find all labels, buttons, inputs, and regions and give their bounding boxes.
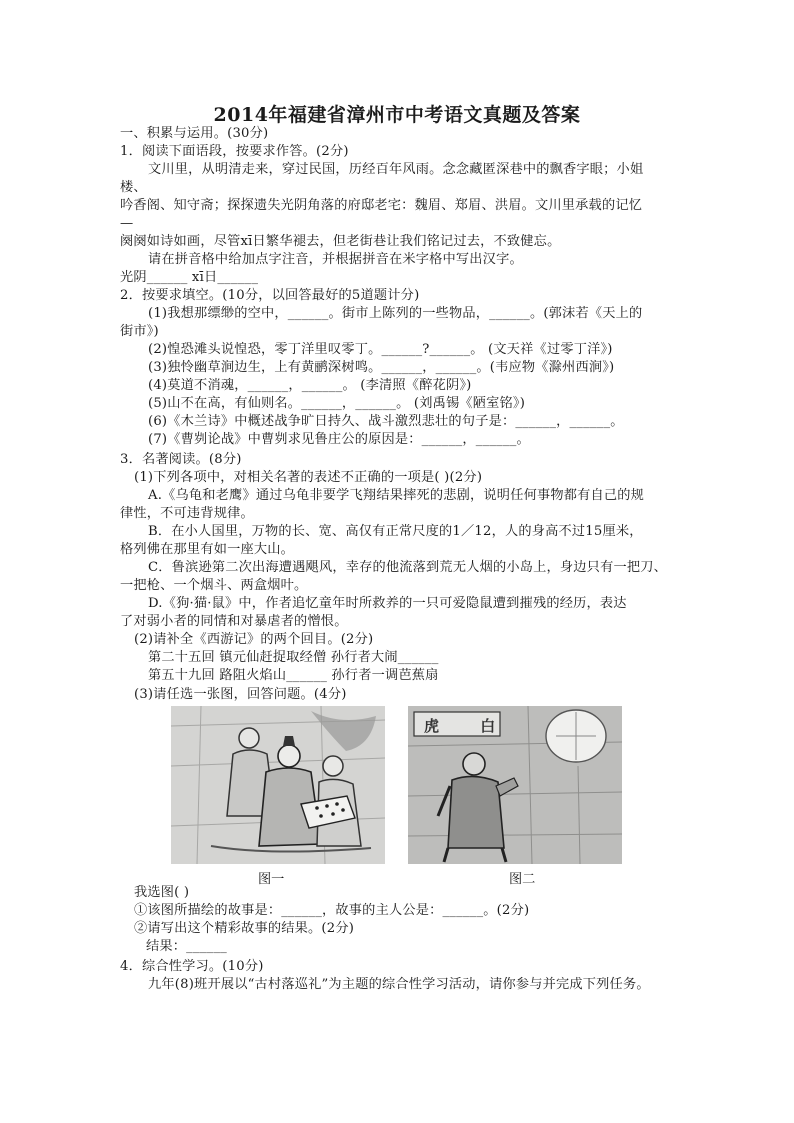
sub-question: ①该图所描绘的故事是：______，故事的主人公是：______。(2分) (134, 903, 530, 918)
option-a-cont: 律性，不可违背规律。 (120, 506, 254, 521)
option-b: B．在小人国里，万物的长、宽、高仅有正常尺度的1／12，人的身高不过15厘米， (148, 524, 643, 539)
fill-item: (4)莫道不消魂，______，______。 (李清照《醉花阴》) (148, 378, 472, 393)
passage-line: 吟香阁、知守斋；探探遗失光阴角落的府邸老宅：魏眉、郑眉、洪眉。文川里承载的记忆 (120, 198, 643, 213)
fill-item: (3)独怜幽草涧边生，上有黄鹂深树鸣。______，______。(韦应物《滁州西涧》) (148, 360, 615, 375)
passage-line: 文川里，从明清走来，穿过民国，历经百年风雨。念念藏匿深巷中的飘香字眼；小姐 (148, 162, 644, 177)
choice-line: 我选图( ) (134, 885, 190, 900)
fill-item: (2)惶恐滩头说惶恐，零丁洋里叹零丁。______?______。 (文天祥《过零丁洋》) (148, 342, 613, 357)
passage-line: — (120, 216, 134, 231)
answer-line: 光阴______ xī日______ (120, 270, 259, 285)
figure-2-banner-text: 虎 白 (424, 717, 514, 735)
option-d-cont: 了对弱小者的同情和对暴虐者的憎恨。 (120, 614, 348, 629)
sub-question: (1)下列各项中，对相关名著的表述不正确的一项是( )(2分) (134, 470, 483, 485)
option-d: D.《狗·猫·鼠》中，作者追忆童年时所救养的一只可爱隐鼠遭到摧残的经历，表达 (148, 596, 627, 611)
fill-item: (1)我想那缥缈的空中，______。街市上陈列的一些物品，______。(郭沫若《天上的 (148, 306, 643, 321)
fill-item: (7)《曹刿论战》中曹刿求见鲁庄公的原因是：______，______。 (148, 432, 530, 447)
figure-1-illustration (171, 706, 385, 864)
option-c-cont: 一把枪、一个烟斗、两盒烟叶。 (120, 578, 308, 593)
chapter-title: 第五十九回 路阻火焰山______ 孙行者一调芭蕉扇 (148, 668, 439, 683)
fill-item: (5)山不在高，有仙则名。______，______。 (刘禹锡《陋室铭》) (148, 396, 526, 411)
question-3-heading: 3．名著阅读。(8分) (120, 452, 242, 467)
chapter-title: 第二十五回 镇元仙赶捉取经僧 孙行者大闹______ (148, 650, 439, 665)
sub-question: (3)请任选一张图，回答问题。(4分) (134, 687, 347, 702)
fill-item: (6)《木兰诗》中概述战争旷日持久、战斗激烈悲壮的句子是：______，______。 (148, 414, 624, 429)
sub-question: ②请写出这个精彩故事的结果。(2分) (134, 921, 355, 936)
fill-item: 街市》) (120, 324, 159, 339)
question-4-heading: 4．综合性学习。(10分) (120, 959, 264, 974)
option-a: A.《乌龟和老鹰》通过乌龟非要学飞翔结果摔死的悲剧，说明任何事物都有自己的规 (148, 488, 645, 503)
option-b-cont: 格列佛在那里有如一座大山。 (120, 542, 295, 557)
figure-2-caption: 图二 (509, 872, 536, 887)
figure-1-caption: 图一 (258, 872, 285, 887)
page-title: 2014年福建省漳州市中考语文真题及答案 (213, 104, 581, 126)
section-heading-1: 一、积累与运用。(30分) (120, 126, 269, 141)
option-c: C．鲁滨逊第二次出海遭遇飓风，幸存的他流落到荒无人烟的小岛上，身边只有一把刀、 (148, 560, 668, 575)
sub-question: (2)请补全《西游记》的两个回目。(2分) (134, 632, 374, 647)
instruction-line: 请在拼音格中给加点字注音，并根据拼音在米字格中写出汉字。 (148, 252, 523, 267)
question-4-intro: 九年(8)班开展以“古村落巡礼”为主题的综合性学习活动，请你参与并完成下列任务。 (148, 977, 650, 992)
answer-line: 结果：______ (146, 939, 227, 954)
question-1-heading: 1．阅读下面语段，按要求作答。(2分) (120, 144, 349, 159)
figure-2-illustration (408, 706, 622, 864)
passage-line: 阕阕如诗如画，尽管xī日繁华褪去，但老街巷让我们铭记过去，不致健忘。 (120, 234, 561, 249)
passage-line: 楼、 (120, 180, 147, 195)
question-2-heading: 2．按要求填空。(10分，以回答最好的5道题计分) (120, 288, 420, 303)
